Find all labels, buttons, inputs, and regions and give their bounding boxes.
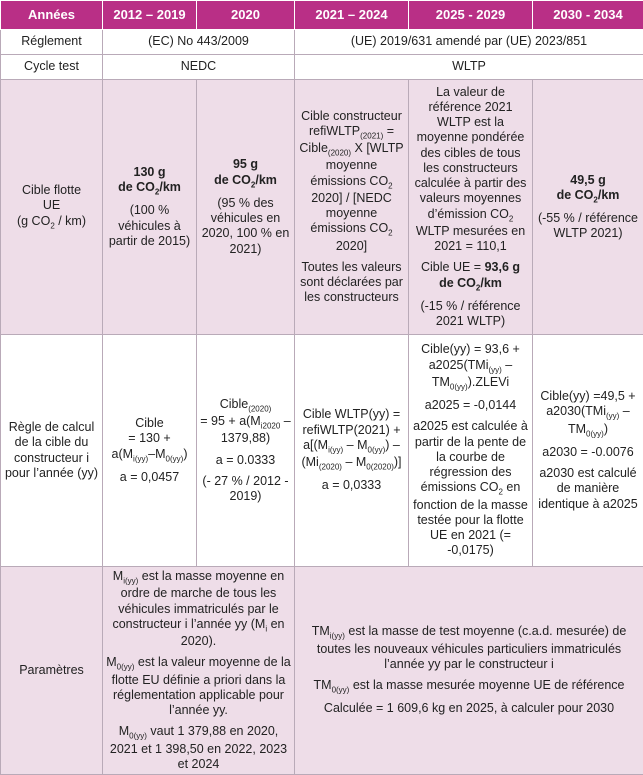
header-2030-2034: 2030 - 2034: [533, 1, 643, 30]
header-annees: Années: [1, 1, 103, 30]
header-2025-2029: 2025 - 2029: [409, 1, 533, 30]
regle-2021-2024: Cible WLTP(yy) = refiWLTP(2021) + $a[(M_{i(yy)} - M_{0(yy)}) - (Mi_{(2020)} - M_{0(2020)})]$ a = 0,0333: [295, 335, 409, 567]
params-label: Paramètres: [1, 567, 103, 775]
cycle-label: Cycle test: [1, 55, 103, 80]
params-nedc: $M_{i(yy)}$ est la masse moyenne en ordre de marche de tous les véhicules immatriculés par le constructeur i l’année yy ($M_i$ en 2020). $M_{0(yy)}$ est la valeur moyenne de la flotte EU définie a priori dans la réglementation applicable pour l’année yy. $M_{0(yy)}$ vaut 1 379,88 en 2020, 2021 et 1 398,50 en 2022, 2023 et 2024: [103, 567, 295, 775]
regle-row: [1, 335, 643, 567]
reglement-nedc: (EC) No 443/2009: [103, 30, 295, 55]
cycle-row: [1, 55, 643, 80]
cible-label: Cible flotte UE (g $CO_2 / km$): [1, 80, 103, 335]
cycle-nedc: NEDC: [103, 55, 295, 80]
header-row: [1, 1, 643, 30]
header-2012-2019: 2012 – 2019: [103, 1, 197, 30]
cycle-wltp: WLTP: [295, 55, 643, 80]
reglement-wltp: (UE) 2019/631 amendé par (UE) 2023/851: [295, 30, 643, 55]
cible-2021-2024: Cible constructeur refiWLTP$_{(2021)}$ = Cible$_{(2020)}$ X [WLTP moyenne émissions $CO_2$ 2020] / [NEDC moyenne émissions $CO_2$ 2020] Toutes les valeurs sont déclarées par les constructeurs: [295, 80, 409, 335]
cible-2012-2019: 130 g de $CO_2/km$ (100 % véhicules à partir de 2015): [103, 80, 197, 335]
params-row: [1, 567, 643, 775]
regle-2025-2029: Cible(yy) = $93,6 + a2025(TMi_{(yy)} - TM_{0(yy)}).ZLEVi$ a2025 = -0,0144 a2025 est calculée à partir de la pente de la courbe de régression des émissions $CO_2$ en fonction de la masse testée pour la flotte UE en 2021 (= -0,0175): [409, 335, 533, 567]
cible-row: [1, 80, 643, 335]
reglement-row: [1, 30, 643, 55]
reglement-label: Réglement: [1, 30, 103, 55]
regle-2020: Cible$_{(2020)}$ = $95 + a(M_{i2020} - 1379,88)$ a = 0.0333 (- 27 % / 2012 - 2019): [197, 335, 295, 567]
regle-2012-2019: Cible = $130 + a(M_{i(yy)}-M_{0(yy)})$ a = 0,0457: [103, 335, 197, 567]
header-2020: 2020: [197, 1, 295, 30]
cible-2030-2034: 49,5 g de $CO_2/km$ (-55 % / référence WLTP 2021): [533, 80, 643, 335]
params-wltp: $TM_{i(yy)}$ est la masse de test moyenne (c.a.d. mesurée) de toutes les nouveaux véhicules particuliers immatriculés l’année yy par le constructeur i $TM_{0(yy)}$ est la masse mesurée moyenne UE de référence Calculée = 1 609,6 kg en 2025, à calculer pour 2030: [295, 567, 643, 775]
cible-2020: 95 g de $CO_2/km$ (95 % des véhicules en 2020, 100 % en 2021): [197, 80, 295, 335]
regle-label: Règle de calcul de la cible du constructeur i pour l’année (yy): [1, 335, 103, 567]
regle-2030-2034: Cible(yy) $=49,5 + a2030(TMi_{(yy)} - TM_{0(yy)})$ a2030 = -0.0076 a2030 est calculé de manière identique à a2025: [533, 335, 643, 567]
cible-2025-2029: La valeur de référence 2021 WLTP est la moyenne pondérée des cibles de tous les constructeurs calculée à partir des valeurs moyennes d’émission $CO_2$ WLTP mesurées en 2021 = 110,1 Cible UE = 93,6 g de $CO_2/km$ (-15 % / référence 2021 WLTP): [409, 80, 533, 335]
header-2021-2024: 2021 – 2024: [295, 1, 409, 30]
